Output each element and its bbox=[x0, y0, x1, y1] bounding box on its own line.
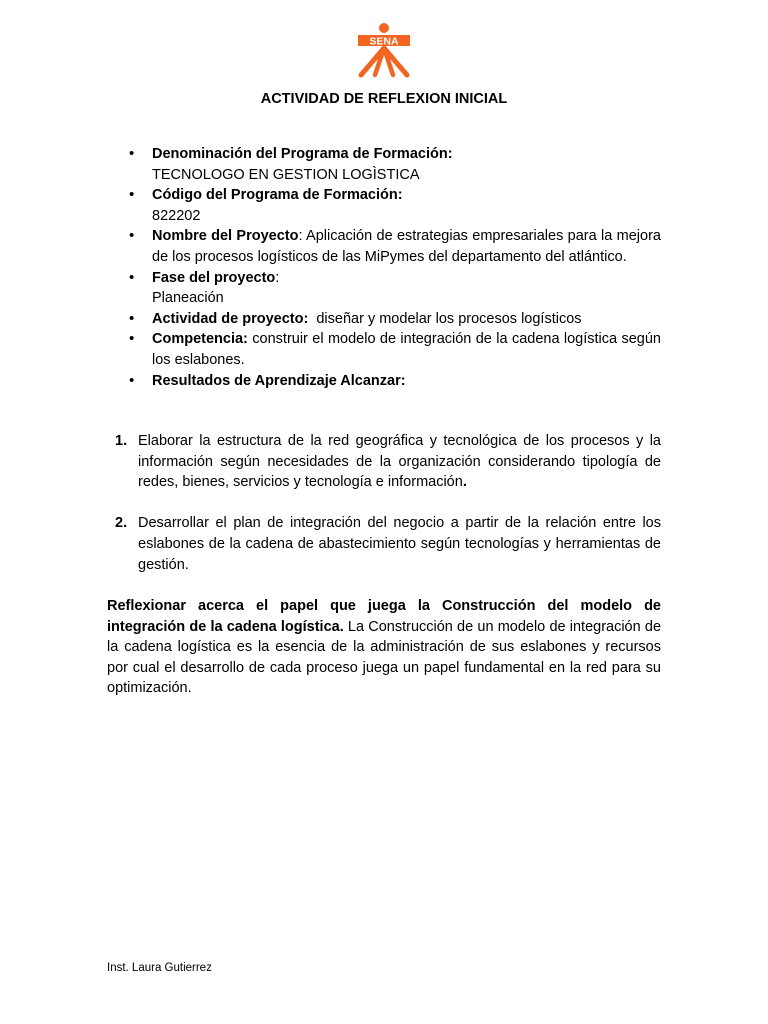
list-item bbox=[152, 371, 661, 392]
list-item bbox=[152, 268, 661, 309]
outcome-text: Elaborar la estructura de la red geográfica y tecnológica de los procesos y la información según necesidades de la organización considerando tipología de redes, bienes, servicios y tecnología e información bbox=[138, 433, 661, 491]
project-phase-colon: : bbox=[275, 269, 280, 286]
learning-outcomes-list bbox=[115, 431, 661, 596]
outcome-end: . bbox=[462, 474, 467, 491]
program-name-value: TECNOLOGO EN GESTION LOGÌSTICA bbox=[152, 166, 420, 183]
list-item bbox=[152, 185, 661, 226]
list-item bbox=[152, 144, 661, 185]
project-phase-label: Fase del proyecto bbox=[152, 269, 276, 286]
project-name-label: Nombre del Proyecto bbox=[152, 228, 299, 245]
reflection-body: La Construcción de un modelo de integración de la cadena logística es la esencia de la administración de sus eslabones y recursos por cual el desarrollo de cada proceso juega un papel fundamental en la red para su optimización. bbox=[107, 618, 662, 697]
list-item bbox=[152, 226, 661, 267]
project-activity-value: diseñar y modelar los procesos logísticos bbox=[308, 310, 582, 327]
competency-value: construir el modelo de integración de la cadena logística según los eslabones. bbox=[152, 331, 661, 368]
project-phase-value: Planeación bbox=[152, 290, 224, 307]
reflection-paragraph bbox=[107, 596, 661, 699]
project-name-value: : Aplicación de estrategias empresariales para la mejora de los procesos logísticos de las MiPymes del departamento del atlántico. bbox=[152, 228, 661, 265]
project-activity-label: Actividad de proyecto: bbox=[152, 310, 309, 327]
learning-outcomes-label: Resultados de Aprendizaje Alcanzar: bbox=[152, 372, 406, 389]
sena-logo bbox=[355, 21, 413, 79]
list-item bbox=[115, 513, 661, 575]
list-item bbox=[115, 431, 661, 493]
list-item bbox=[152, 329, 661, 370]
document-title: ACTIVIDAD DE REFLEXION INICIAL bbox=[260, 91, 508, 107]
outcome-number: 2. bbox=[115, 515, 128, 532]
program-code-value: 822202 bbox=[152, 207, 201, 224]
outcome-number: 1. bbox=[115, 433, 128, 449]
competency-label: Competencia: bbox=[152, 331, 248, 348]
logo-text: SENA bbox=[369, 35, 399, 48]
footer-author: Inst. Laura Gutierrez bbox=[107, 962, 212, 974]
program-code-label: Código del Programa de Formación: bbox=[152, 187, 403, 204]
program-info-list bbox=[152, 144, 661, 391]
program-name-label: Denominación del Programa de Formación: bbox=[152, 146, 453, 162]
list-item bbox=[152, 309, 661, 330]
outcome-text: Desarrollar el plan de integración del negocio a partir de la relación entre los eslabones de la cadena de abastecimiento según tecnologías y herramientas de gestión. bbox=[138, 515, 661, 573]
reflection-lead: Reflexionar acerca el papel que juega la Construcción del modelo de integración de la cadena logística. bbox=[107, 598, 661, 635]
